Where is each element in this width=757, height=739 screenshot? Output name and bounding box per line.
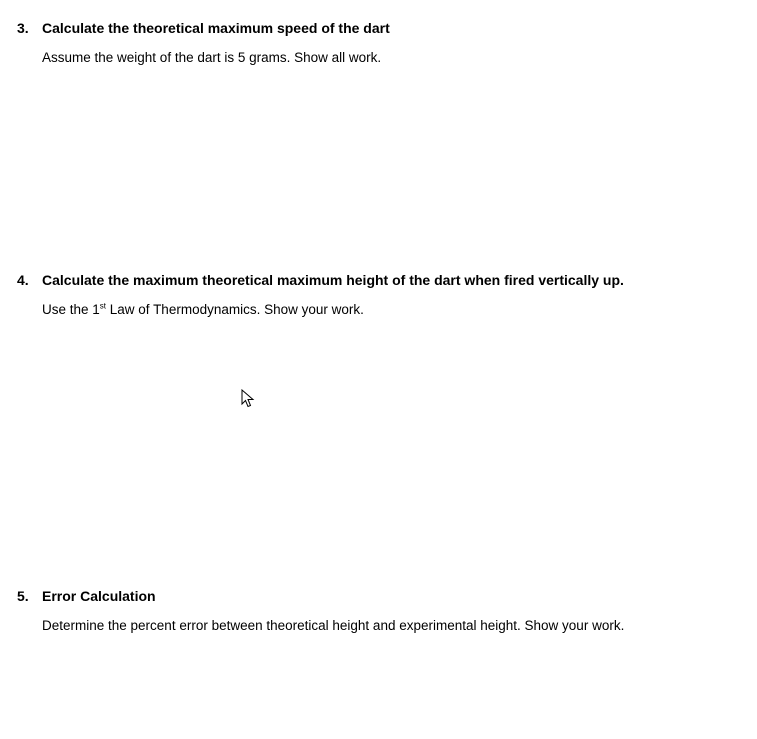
question-title: Calculate the maximum theoretical maximum height of the dart when fired vertically up. — [42, 272, 624, 288]
question-title: Calculate the theoretical maximum speed of the dart — [42, 20, 390, 36]
instruction-text-start: Use the 1 — [42, 302, 100, 317]
question-number: 4. — [17, 272, 29, 288]
question-title: Error Calculation — [42, 588, 156, 604]
question-instruction: Assume the weight of the dart is 5 grams. Show all work. — [42, 50, 382, 65]
question-heading — [17, 19, 390, 37]
question-heading — [17, 271, 624, 289]
question-instruction — [42, 301, 364, 319]
question-instruction: Determine the percent error between theoretical height and experimental height. Show your work. — [42, 618, 625, 633]
question-number: 3. — [17, 20, 29, 36]
mouse-pointer-icon — [241, 389, 257, 409]
instruction-text-end: Law of Thermodynamics. Show your work. — [106, 302, 364, 317]
question-heading — [17, 587, 156, 605]
ordinal-superscript: st — [99, 301, 107, 311]
question-number: 5. — [17, 588, 29, 604]
